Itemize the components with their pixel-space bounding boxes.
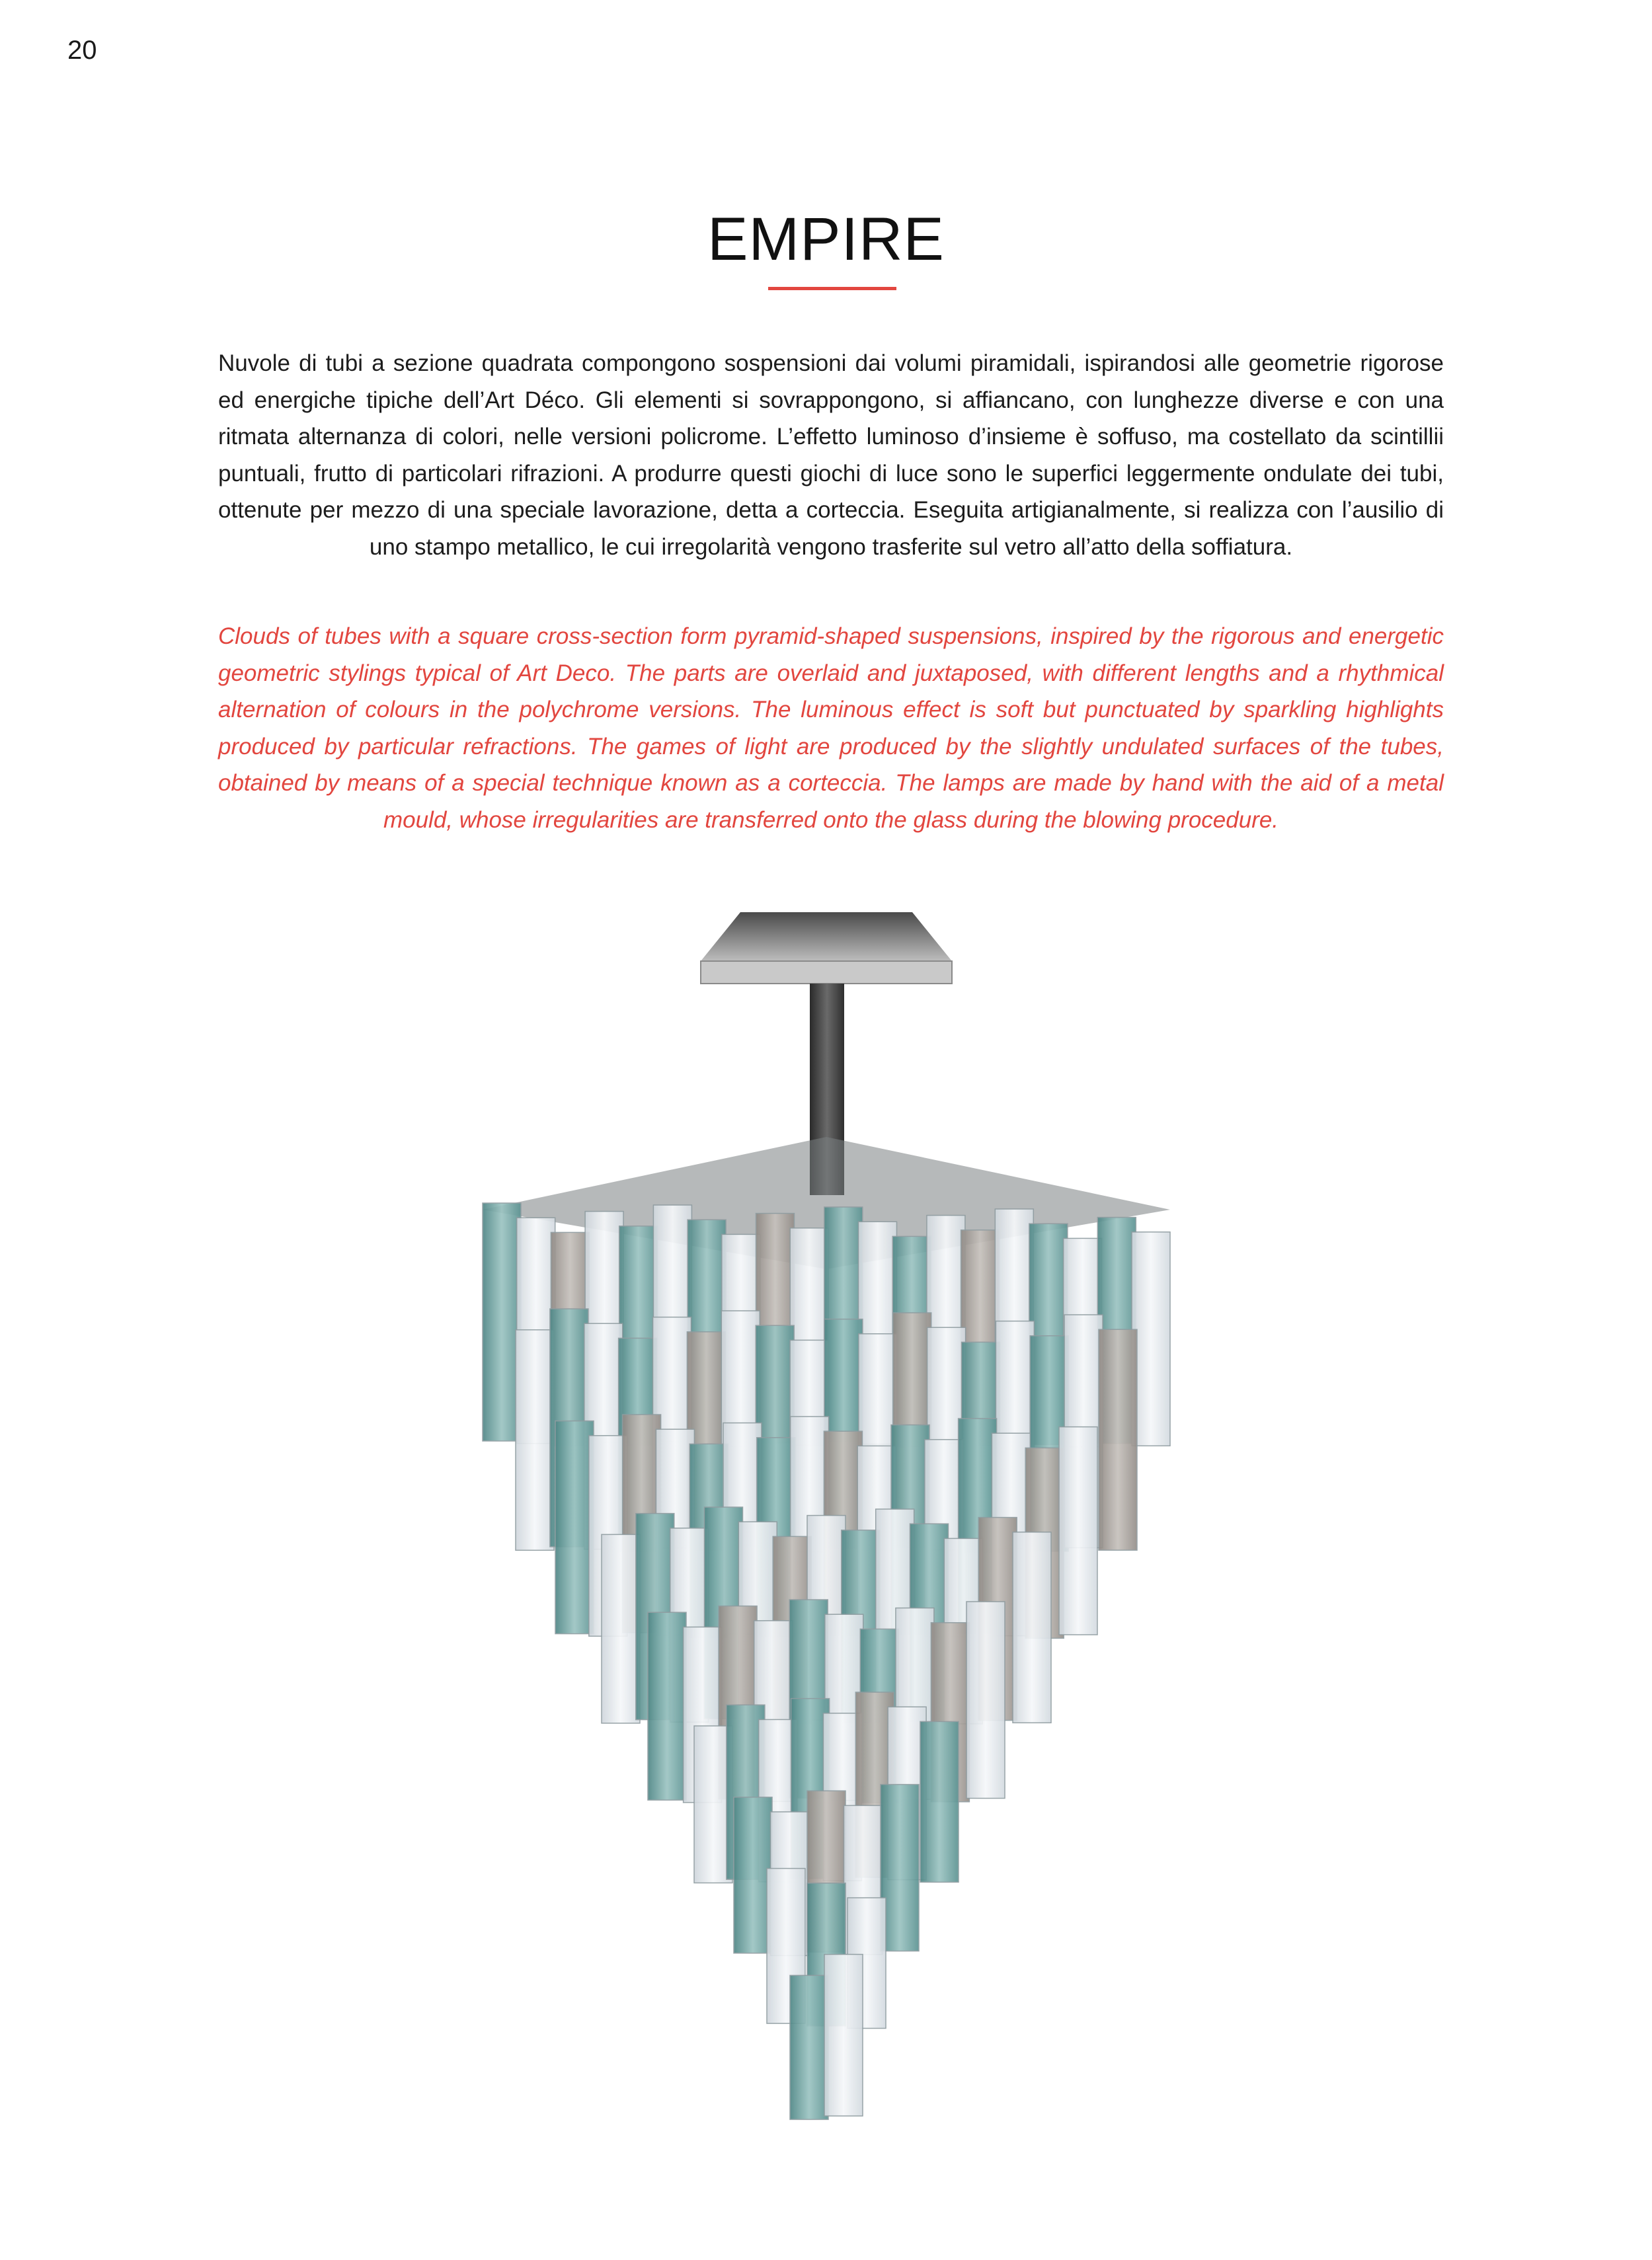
glass-tube: [602, 1534, 640, 1723]
glass-tube: [920, 1721, 959, 1882]
glass-tube: [1099, 1329, 1137, 1550]
page-number: 20: [67, 36, 97, 65]
description-english: Clouds of tubes with a square cross-section form pyramid-shaped suspensions, inspired by the rigorous and energetic geometric stylings typical of Art Deco. The parts are overlaid and juxtaposed, with different lengths and a rhythmical alternation of colours in the polychrome versions. The luminous effect is soft but punctuated by sparkling highlights produced by particular refractions. The games of light are produced by the slightly undulated surfaces of the tubes, obtained by means of a special technique known as a corteccia. The lamps are made by hand with the aid of a metal mould, whose irregularities are transferred onto the glass during the blowing procedure.: [218, 623, 1444, 833]
title-divider: [768, 287, 896, 290]
glass-tube: [648, 1612, 686, 1800]
glass-tube: [966, 1602, 1005, 1799]
description-italian: Nuvole di tubi a sezione quadrata compongono sospensioni dai volumi piramidali, ispirandosi alle geometrie rigorose ed energiche tipiche dell’Art Déco. Gli elementi si sovrappongono, si affiancano, con lunghezze diverse e con una ritmata alternanza di colori, nelle versioni policrome. L’effetto luminoso d’insieme è soffuso, ma costellato da scintillii puntuali, frutto di particolari rifrazioni. A produrre questi giochi di luce sono le superfici leggermente ondulate dei tubi, ottenute per mezzo di una speciale lavorazione, detta a corteccia. Eseguita artigianalmente, si realizza con l’ausilio di uno stampo metallico, le cui irregolarità vengono trasferite sul vetro all’atto della soffiatura.: [218, 350, 1444, 560]
page-title-text: EMPIRE: [707, 205, 945, 273]
glass-tube: [1013, 1532, 1051, 1723]
glass-tube: [555, 1421, 594, 1634]
page-title: [0, 206, 1652, 273]
glass-tube: [516, 1330, 554, 1551]
glass-tube: [824, 1955, 863, 2117]
glass-tube: [1059, 1427, 1097, 1635]
chandelier-tubes: [483, 1203, 1170, 2119]
glass-tube: [790, 1975, 828, 2119]
chandelier-image: [397, 912, 1256, 2135]
